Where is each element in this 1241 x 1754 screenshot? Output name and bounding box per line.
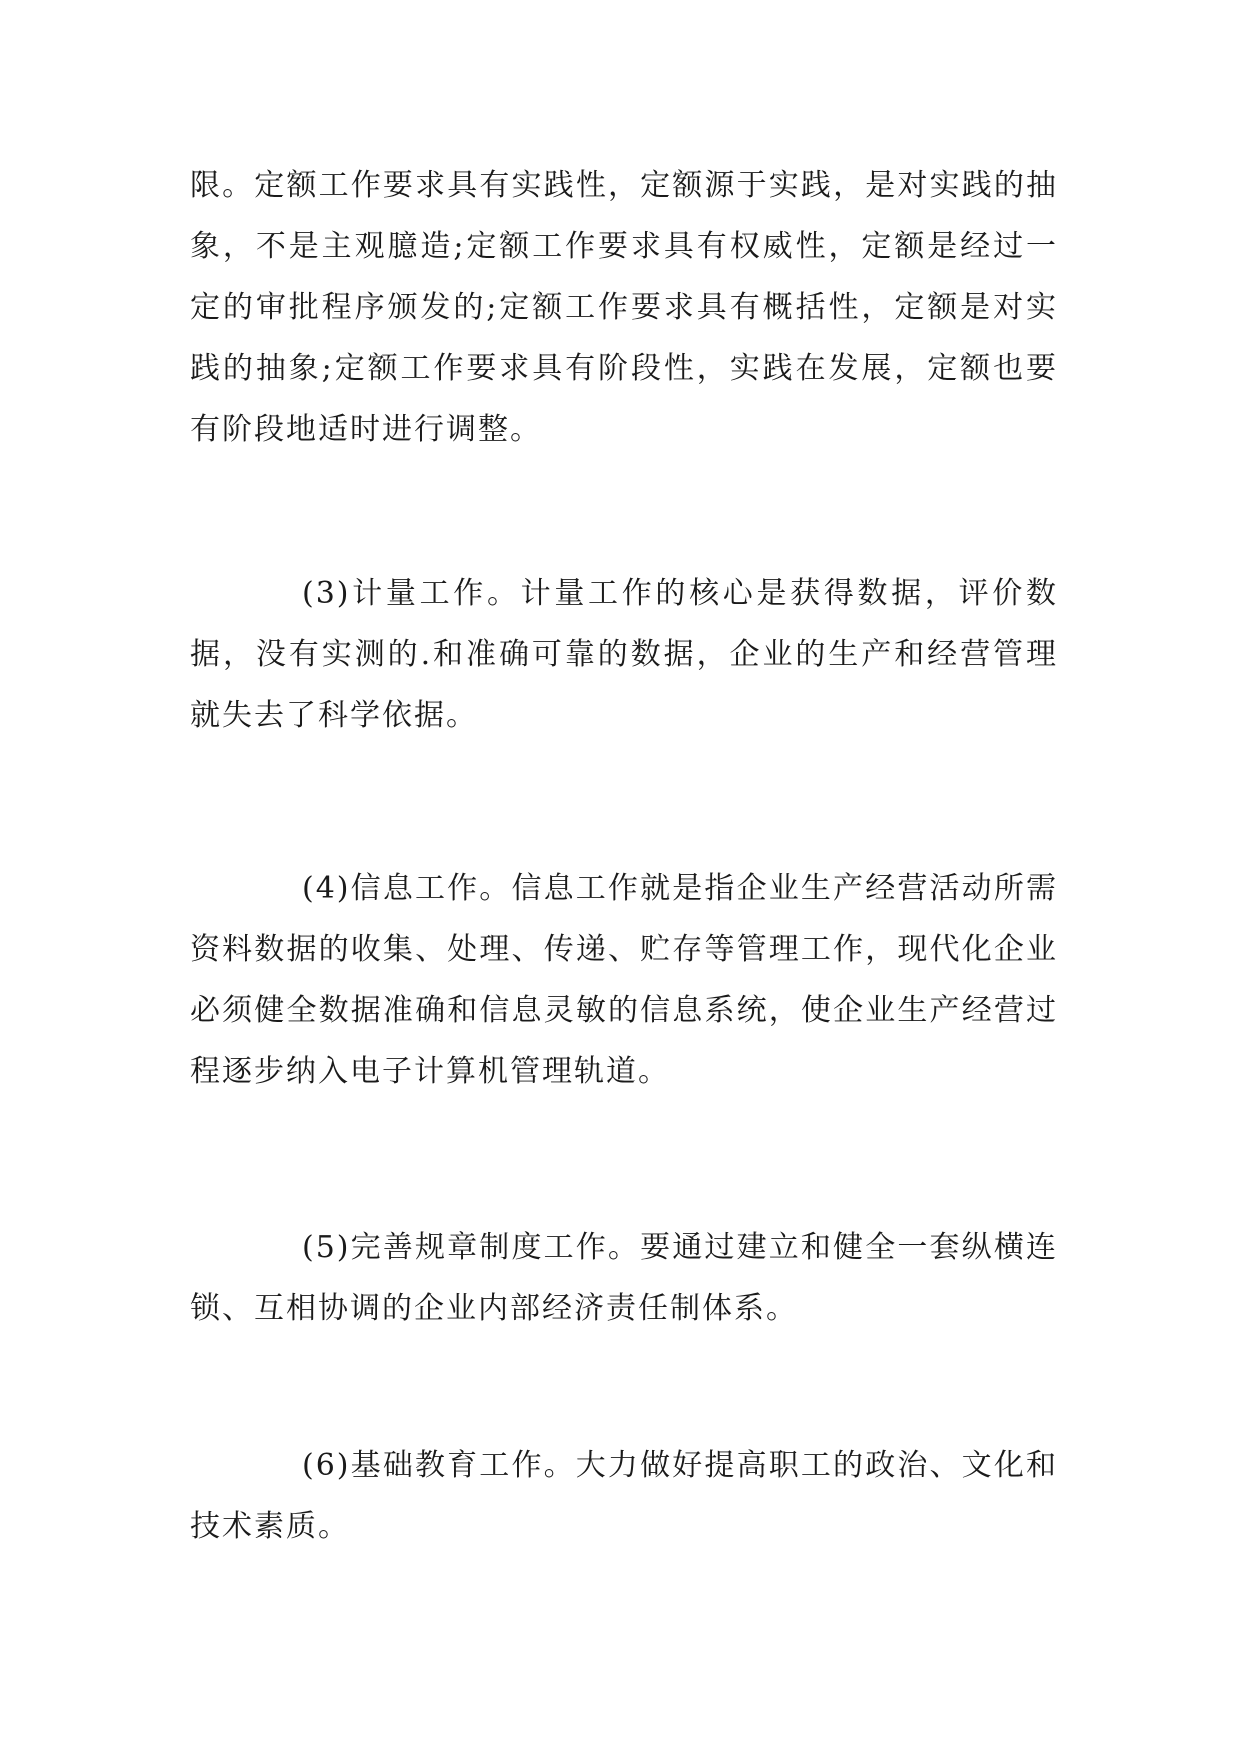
paragraph-quota-work-continued: 限。定额工作要求具有实践性，定额源于实践，是对实践的抽象，不是主观臆造;定额工作要求具有权威性，定额是经过一定的审批程序颁发的;定额工作要求具有概括性，定额是对实践的抽象;定额工作要求具有阶段性，实践在发展，定额也要有阶段地适时进行调整。 bbox=[190, 168, 1058, 447]
paragraph-rules-regulations-work: (5)完善规章制度工作。要通过建立和健全一套纵横连锁、互相协调的企业内部经济责任制体系。 bbox=[190, 1230, 1058, 1326]
paragraph-measurement-work: (3)计量工作。计量工作的核心是获得数据，评价数据，没有实测的.和准确可靠的数据，企业的生产和经营管理就失去了科学依据。 bbox=[190, 576, 1058, 733]
paragraph-basic-education-work: (6)基础教育工作。大力做好提高职工的政治、文化和技术素质。 bbox=[190, 1448, 1058, 1544]
paragraph-information-work: (4)信息工作。信息工作就是指企业生产经营活动所需资料数据的收集、处理、传递、贮存等管理工作，现代化企业必须健全数据准确和信息灵敏的信息系统，使企业生产经营过程逐步纳入电子计算机管理轨道。 bbox=[190, 871, 1058, 1089]
